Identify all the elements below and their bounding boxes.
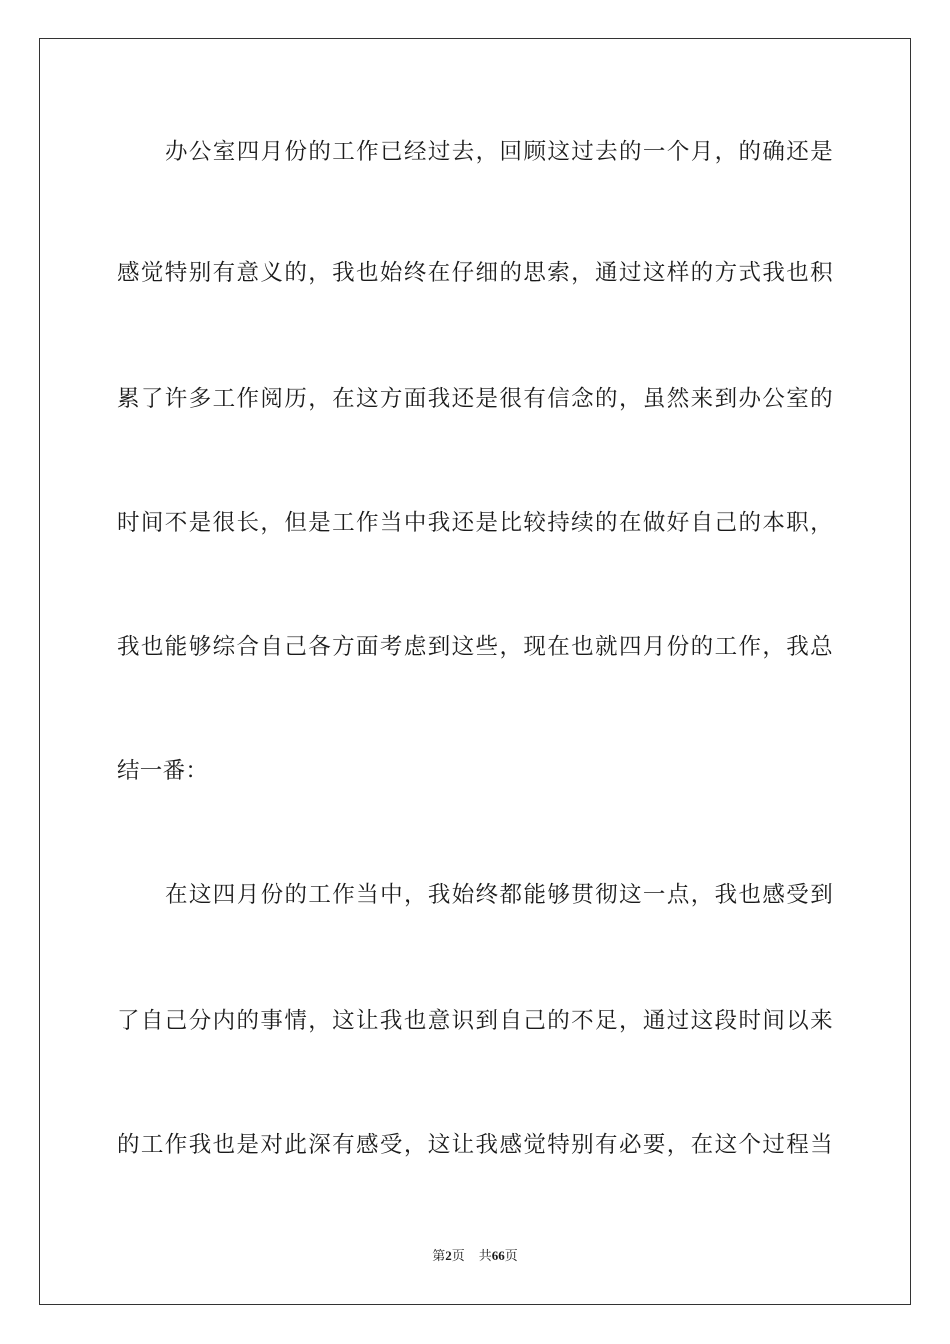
paragraph-1-line-1: 办公室四月份的工作已经过去，回顾这过去的一个月，的确还是 xyxy=(165,139,833,165)
paragraph-1-line-6: 结一番： xyxy=(117,758,209,784)
total-prefix: 共 xyxy=(478,1249,492,1264)
paragraph-1-line-3: 累了许多工作阅历，在这方面我还是很有信念的，虽然来到办公室的 xyxy=(117,386,833,412)
paragraph-1-line-4: 时间不是很长，但是工作当中我还是比较持续的在做好自己的本职， xyxy=(117,510,833,536)
paragraph-2-line-3: 的工作我也是对此深有感受，这让我感觉特别有必要，在这个过程当 xyxy=(117,1132,833,1158)
total-suffix: 页 xyxy=(504,1249,518,1264)
paragraph-1-line-5: 我也能够综合自己各方面考虑到这些，现在也就四月份的工作，我总 xyxy=(117,634,833,660)
paragraph-1-line-2: 感觉特别有意义的，我也始终在仔细的思索，通过这样的方式我也积 xyxy=(117,260,833,286)
paragraph-2-line-2: 了自己分内的事情，这让我也意识到自己的不足，通过这段时间以来 xyxy=(117,1008,833,1034)
page-suffix: 页 xyxy=(451,1249,465,1264)
page-prefix: 第 xyxy=(432,1249,446,1264)
page-border xyxy=(39,38,911,1305)
page-number: 2 xyxy=(445,1248,452,1263)
paragraph-2-line-1: 在这四月份的工作当中，我始终都能够贯彻这一点，我也感受到 xyxy=(165,882,833,908)
page-footer xyxy=(0,1247,950,1266)
total-pages: 66 xyxy=(491,1248,505,1263)
